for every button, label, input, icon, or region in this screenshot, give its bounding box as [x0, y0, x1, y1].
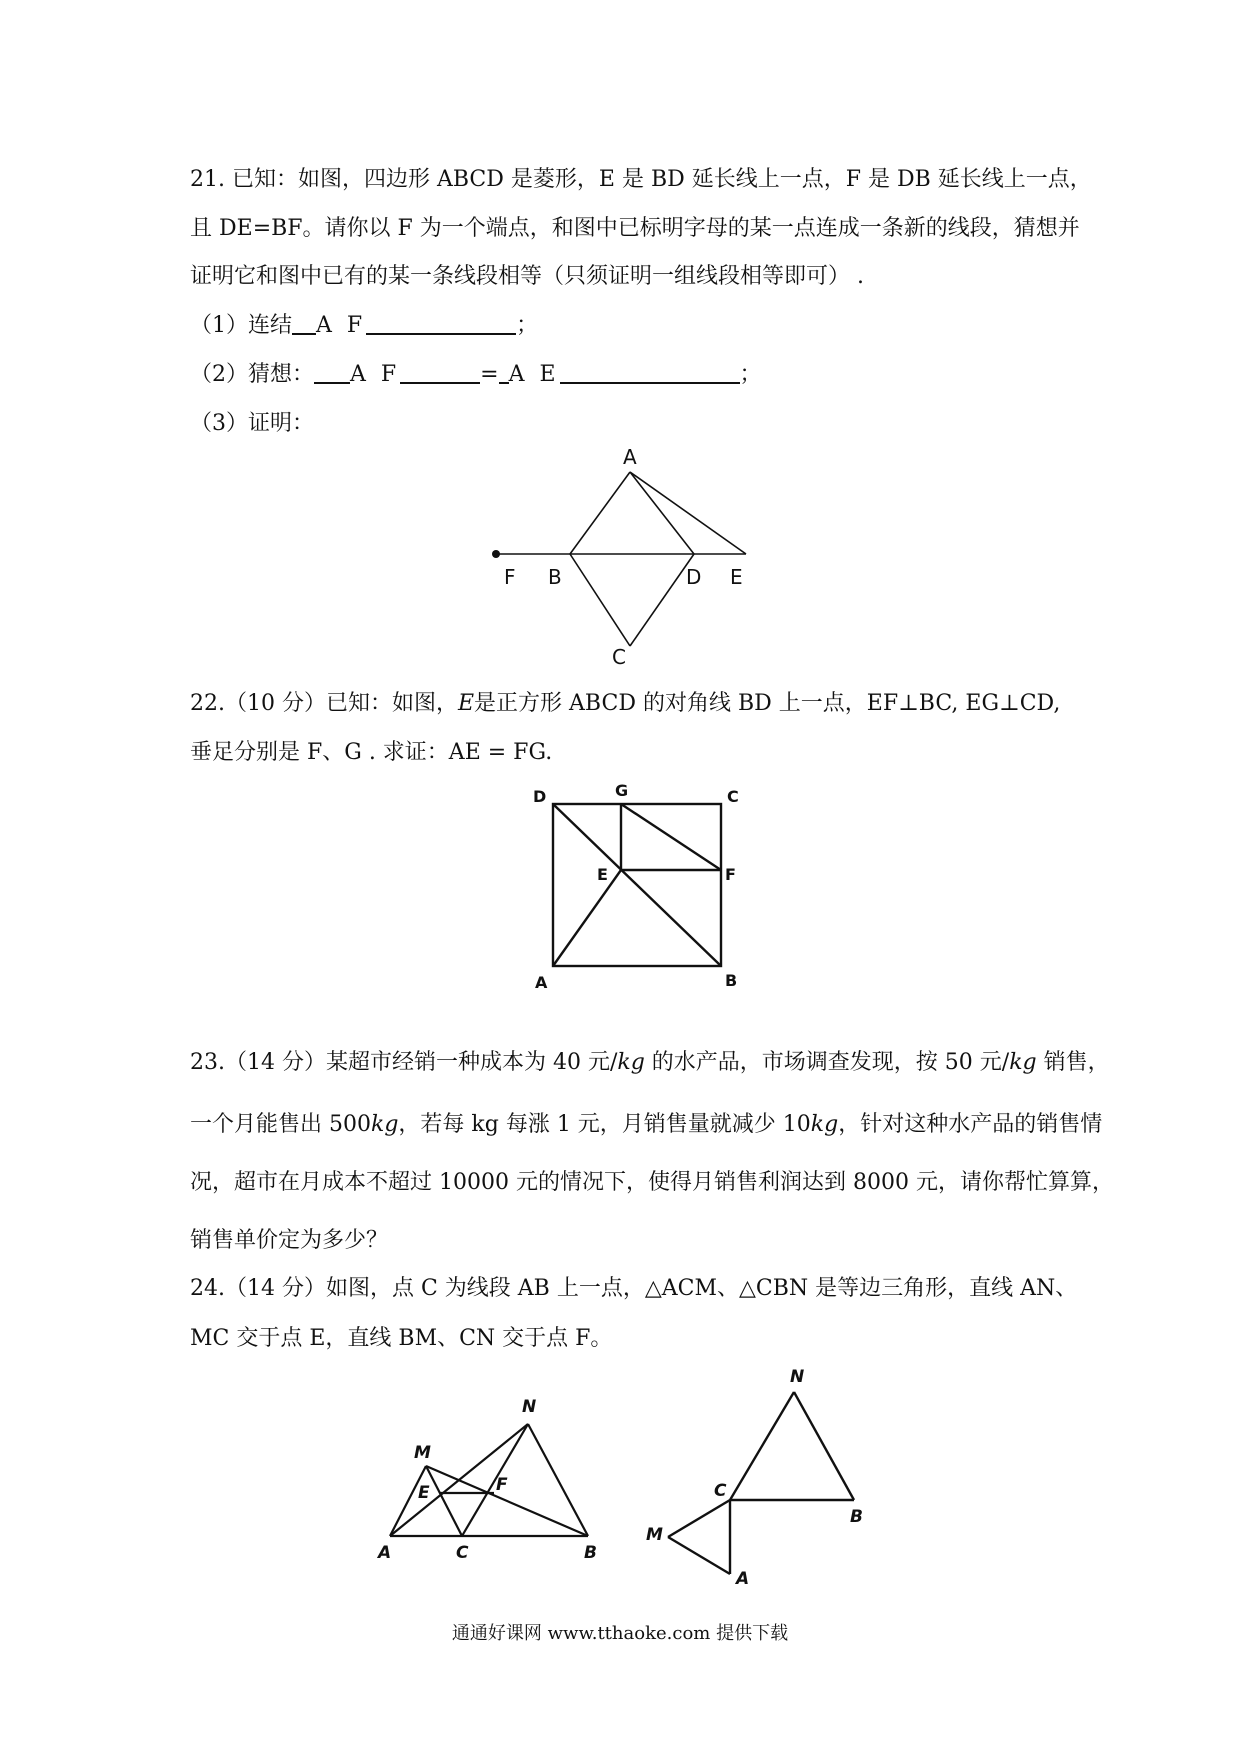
q22-var-E: E	[457, 691, 475, 716]
fig21-side-AD	[630, 472, 694, 554]
q23-unit-kg-3: kg	[371, 1112, 399, 1137]
q21-part2-eq: =	[480, 362, 499, 387]
fig21-side-AB	[570, 472, 630, 554]
fig21-label-E: E	[730, 565, 743, 589]
fig21-label-B: B	[548, 565, 562, 589]
fig22-label-E: E	[597, 865, 608, 884]
fig21-label-D: D	[686, 565, 702, 589]
fig21-line-AE	[630, 472, 746, 554]
q21-part2-answer-right: A E	[508, 362, 560, 387]
fig22-line-GF	[621, 804, 721, 870]
fig24a-label-C: C	[456, 1543, 469, 1563]
fig22-line-AE	[553, 870, 621, 966]
footer-source: 通通好课网 www.tthaoke.com 提供下载	[451, 1623, 789, 1644]
q23-line3: 况，超市在月成本不超过 10000 元的情况下，使得月销售利润达到 8000 元，请你帮忙算算，	[190, 1170, 1114, 1195]
fig24b-line-CM	[668, 1500, 730, 1537]
fig24b-label-M: M	[646, 1525, 663, 1545]
fig24a-label-N: N	[522, 1397, 537, 1417]
fig24b-label-B: B	[850, 1507, 863, 1527]
q22-line1	[190, 686, 1070, 717]
q21-figure	[480, 440, 770, 670]
fig24a-label-E: E	[418, 1483, 430, 1503]
q24-line2: MC 交于点 E，直线 BM、CN 交于点 F。	[190, 1326, 613, 1351]
q21-part1-end: ；	[516, 313, 539, 338]
q23-line4: 销售单价定为多少？	[190, 1228, 389, 1253]
fig22-diag-DB	[553, 804, 721, 966]
q23-line1-c: 销售，	[1036, 1050, 1110, 1075]
fig24b-label-N: N	[790, 1367, 805, 1387]
fig22-label-D: D	[533, 787, 547, 806]
fig21-label-F: F	[504, 565, 516, 589]
q21-part2	[190, 357, 1070, 388]
fig22-label-F: F	[725, 865, 736, 884]
q21-part2-end: ；	[739, 362, 762, 387]
fig21-side-BC	[570, 554, 630, 646]
q21-part1-prefix: （1）连结	[190, 313, 292, 338]
fig24a-label-B: B	[584, 1543, 597, 1563]
fig24b-line-NB	[794, 1392, 854, 1500]
q23-line2-a: 一个月能售出 500	[190, 1112, 371, 1137]
fig24a-label-F: F	[496, 1475, 508, 1495]
q21-part2-prefix: （2）猜想：	[190, 362, 314, 387]
q21-part3: （3）证明：	[190, 411, 314, 436]
fig22-label-C: C	[727, 787, 739, 806]
fig21-label-A: A	[623, 445, 637, 469]
fig21-side-DC	[630, 554, 694, 646]
q23-unit-kg-2: kg	[1009, 1050, 1037, 1075]
q21-part1-answer: A F	[316, 313, 367, 338]
q23-line2-b: ，若每 kg 每涨 1 元，月销售量就减少 10	[398, 1112, 811, 1137]
fig22-label-G: G	[615, 781, 629, 800]
fig24b-label-A: A	[736, 1569, 750, 1589]
fig24a-label-A: A	[378, 1543, 392, 1563]
q21-part1	[190, 308, 1070, 339]
q21-line3: 证明它和图中已有的某一条线段相等（只须证明一组线段相等即可） .	[190, 264, 864, 289]
q23-line1	[190, 1045, 1110, 1076]
fig24b-line-MA	[668, 1537, 730, 1574]
fig22-label-A: A	[535, 973, 548, 992]
q22-line1-text: 22.（10 分）已知：如图，	[190, 691, 458, 716]
q24-line1: 24.（14 分）如图，点 C 为线段 AB 上一点，△ACM、△CBN 是等边三角形，直线 AN、	[190, 1276, 1078, 1301]
fig22-label-B: B	[725, 971, 738, 990]
q23-line1-a: 23.（14 分）某超市经销一种成本为 40 元/	[190, 1050, 618, 1075]
fig24a-line-NB	[528, 1424, 588, 1536]
q21-line2: 且 DE=BF。请你以 F 为一个端点，和图中已标明字母的某一点连成一条新的线段，猜想并	[190, 216, 1080, 241]
fig21-point-F	[492, 550, 500, 558]
q21-line1: 21. 已知：如图，四边形 ABCD 是菱形，E 是 BD 延长线上一点，F 是 DB 延长线上一点，	[190, 167, 1092, 192]
q24-figure-2	[640, 1360, 880, 1590]
q22-line1-rest: 是正方形 ABCD 的对角线 BD 上一点，EF⊥BC, EG⊥CD,	[474, 691, 1061, 716]
q23-unit-kg-1: kg	[617, 1050, 645, 1075]
fig24b-label-C: C	[714, 1481, 727, 1501]
q24-figure-1	[370, 1390, 620, 1570]
fig24a-line-CN	[462, 1424, 528, 1536]
fig24a-label-M: M	[414, 1443, 431, 1463]
q23-line2-c: ，针对这种水产品的销售情	[838, 1112, 1103, 1137]
q23-line2	[190, 1107, 1103, 1138]
fig21-label-C: C	[612, 645, 626, 669]
q23-line1-b: 的水产品，市场调查发现，按 50 元/	[644, 1050, 1010, 1075]
fig24b-line-CN	[730, 1392, 794, 1500]
q21-part2-answer-left: A F	[350, 362, 401, 387]
q22-line2: 垂足分别是 F、G . 求证：AE = FG.	[190, 740, 553, 765]
q23-unit-kg-4: kg	[810, 1112, 839, 1137]
q22-figure	[525, 780, 755, 1000]
